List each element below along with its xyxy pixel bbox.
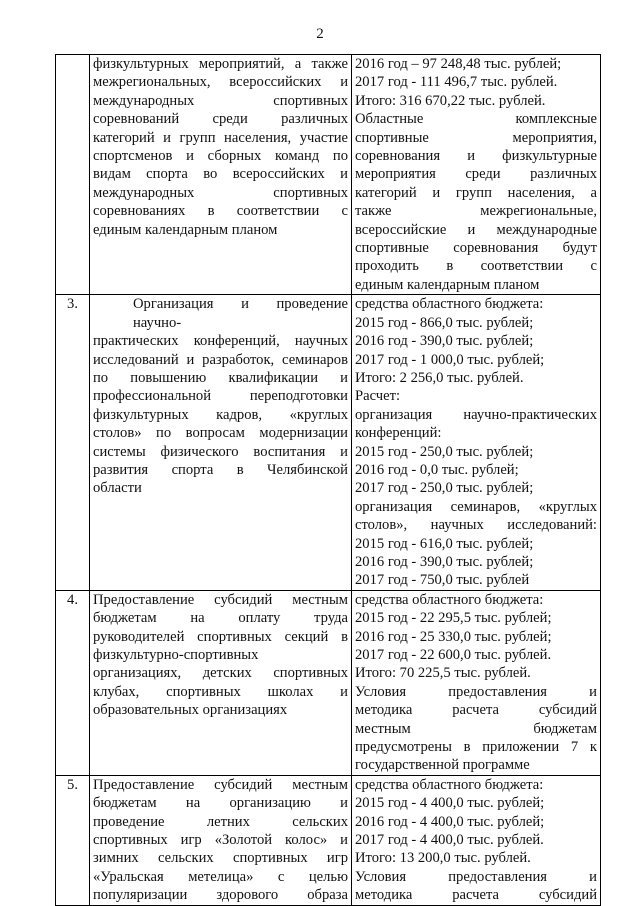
text-line: спортсменов и сборных команд по	[93, 148, 348, 165]
row-number: 3.	[56, 295, 90, 591]
text-line: Предоставление субсидий местным	[93, 591, 348, 608]
text-line: физкультурно-спортивных	[93, 647, 259, 663]
text-line: единым календарным планом	[355, 276, 540, 293]
text-line: профессиональной переподготовки	[93, 388, 348, 405]
text-line: средства областного бюджета:	[355, 591, 544, 608]
text-line: соревнования и физкультурные	[355, 148, 597, 165]
text-line: 2016 год – 97 248,48 тыс. рублей;	[355, 56, 562, 72]
text-line: Итого: 70 225,5 тыс. рублей.	[355, 665, 531, 682]
text-line: 2017 год - 111 496,7 тыс. рублей.	[355, 74, 558, 91]
funding-details	[352, 295, 601, 591]
text-line: Областные комплексные	[355, 111, 597, 128]
text-line: проведение летних сельских	[93, 813, 348, 830]
text-line: 2017 год - 750,0 тыс. рублей	[355, 572, 530, 589]
text-line: конференций:	[355, 425, 442, 442]
text-line: организация семинаров, «круглых	[355, 498, 597, 515]
text-line: популяризации здорового образа	[93, 887, 348, 904]
text-line: руководителей спортивных секций в	[93, 628, 348, 645]
text-line: 2015 год - 4 400,0 тыс. рублей;	[355, 795, 545, 812]
text-line: практических конференций, научных	[93, 333, 348, 350]
text-line: столов» по вопросам модернизации	[93, 425, 348, 442]
text-line: спортивные мероприятия,	[355, 129, 597, 146]
text-line: межрегиональных, всероссийских и	[93, 74, 348, 91]
text-line: категорий и групп населения, а	[355, 184, 597, 201]
text-line: также межрегиональные,	[355, 203, 597, 220]
text-line: 2017 год - 250,0 тыс. рублей;	[355, 480, 534, 497]
text-line: Итого: 316 670,22 тыс. рублей.	[355, 92, 546, 109]
text-line: спортивных игр «Золотой колос» и	[93, 832, 348, 849]
funding-details	[352, 55, 601, 295]
text-line: 2016 год - 25 330,0 тыс. рублей;	[355, 628, 552, 645]
text-line: Расчет:	[355, 388, 401, 405]
text-line: международных спортивных	[93, 184, 348, 201]
row-number	[56, 55, 90, 295]
measure-description	[90, 295, 352, 591]
text-line: соревнований среди различных	[93, 111, 348, 128]
text-line: развития спорта в Челябинской	[93, 461, 348, 478]
program-measures-table	[55, 54, 601, 906]
table-row	[56, 295, 601, 591]
text-line: проходить в соответствии с	[355, 258, 597, 275]
text-line: 2017 год - 4 400,0 тыс. рублей.	[355, 832, 544, 849]
text-line: Итого: 13 200,0 тыс. рублей.	[355, 850, 531, 867]
funding-details	[352, 775, 601, 905]
text-line: организация научно-практических	[355, 406, 597, 423]
text-line: всероссийские и международные	[355, 221, 597, 238]
text-line: системы физического воспитания и	[93, 443, 348, 460]
text-line: «Уральская метелица» с целью	[93, 868, 348, 885]
text-line: 2017 год - 22 600,0 тыс. рублей.	[355, 647, 552, 663]
text-line: образовательных организациях	[93, 702, 288, 719]
text-line: Организация и проведение научно-	[133, 296, 348, 331]
text-line: 2015 год - 250,0 тыс. рублей;	[355, 443, 534, 460]
text-line: государственной программе	[355, 757, 530, 774]
text-line: предусмотрены в приложении 7 к	[355, 739, 597, 756]
text-line: средства областного бюджета:	[355, 776, 544, 793]
text-line: организациях, детских спортивных	[93, 665, 348, 682]
table-row	[56, 775, 601, 905]
text-line: по повышению квалификации и	[93, 369, 348, 386]
text-line: местным бюджетам	[355, 720, 597, 737]
text-line: Итого: 2 256,0 тыс. рублей.	[355, 369, 524, 386]
text-line: спортивные соревнования будут	[355, 240, 597, 257]
text-line: соревнованиях в соответствии с	[93, 203, 348, 220]
text-line: 2015 год - 616,0 тыс. рублей;	[355, 535, 534, 552]
text-line: 2015 год - 22 295,5 тыс. рублей;	[355, 610, 552, 627]
text-line: бюджетам на организацию и	[93, 795, 348, 812]
text-line: зимних сельских спортивных игр	[93, 850, 348, 867]
text-line: 2016 год - 0,0 тыс. рублей;	[355, 461, 519, 478]
text-line: категорий и групп населения, участие	[93, 129, 348, 146]
text-line: 2016 год - 390,0 тыс. рублей;	[355, 333, 534, 350]
text-line: столов», научных исследований:	[355, 517, 597, 534]
funding-details	[352, 590, 601, 775]
text-line: клубах, спортивных школах и	[93, 683, 348, 700]
text-line: Предоставление субсидий местным	[93, 776, 348, 793]
text-line: исследований и разработок, семинаров	[93, 351, 348, 368]
text-line: Условия предоставления и	[355, 868, 597, 885]
text-line: области	[93, 480, 142, 497]
text-line: видам спорта во всероссийских и	[93, 166, 348, 183]
text-line: единым календарным планом	[93, 221, 278, 238]
page-number: 2	[316, 26, 324, 42]
text-line: физкультурных мероприятий, а также	[93, 56, 348, 72]
text-line: мероприятия среди различных	[355, 166, 597, 183]
text-line: 2016 год - 4 400,0 тыс. рублей;	[355, 813, 545, 830]
table-row	[56, 590, 601, 775]
text-line: физкультурных кадров, «круглых	[93, 406, 348, 423]
text-line: методика расчета субсидий	[355, 887, 597, 904]
measure-description	[90, 775, 352, 905]
text-line: международных спортивных	[93, 92, 348, 109]
measure-description	[90, 590, 352, 775]
row-number: 4.	[56, 590, 90, 775]
text-line: бюджетам на оплату труда	[93, 610, 348, 627]
text-line: средства областного бюджета:	[355, 296, 544, 313]
measure-description	[90, 55, 352, 295]
text-line: 2017 год - 1 000,0 тыс. рублей;	[355, 351, 545, 368]
text-line: методика расчета субсидий	[355, 702, 597, 719]
text-line: 2016 год - 390,0 тыс. рублей;	[355, 553, 534, 570]
row-number: 5.	[56, 775, 90, 905]
text-line: 2015 год - 866,0 тыс. рублей;	[355, 314, 534, 331]
table-row	[56, 55, 601, 295]
text-line: Условия предоставления и	[355, 683, 597, 700]
